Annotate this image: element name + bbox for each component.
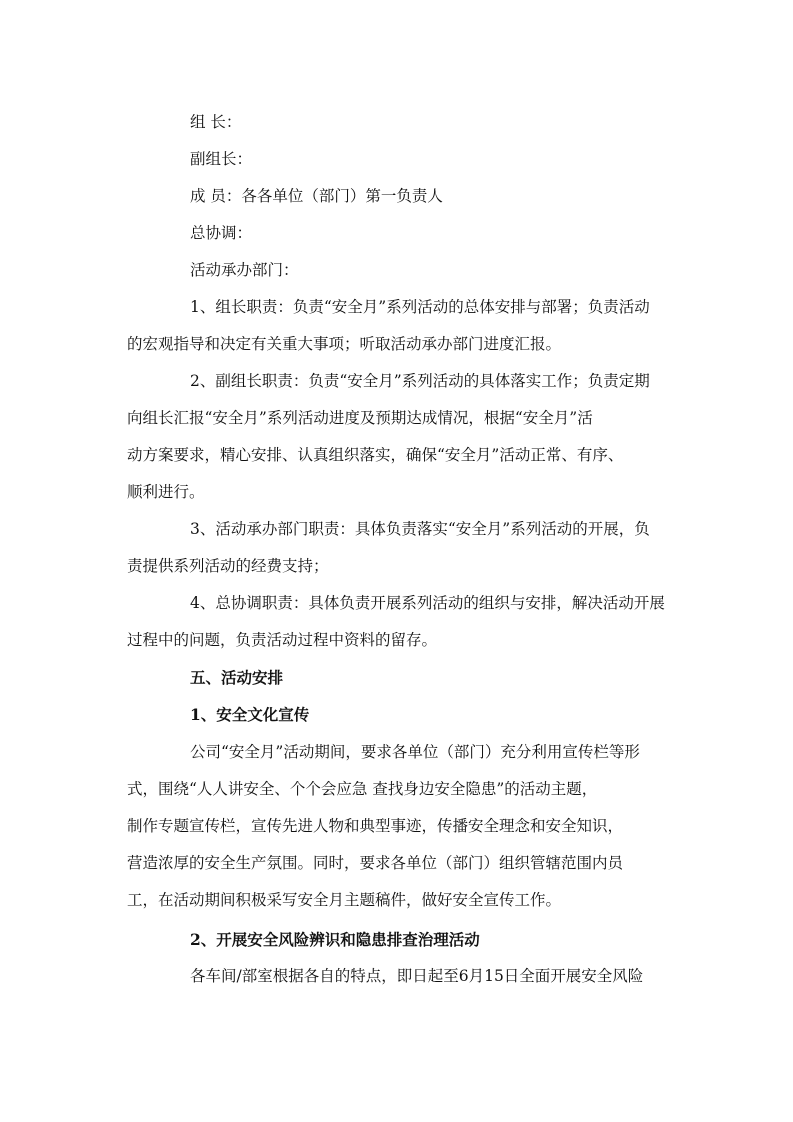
text-line: 3、活动承办部门职责：具体负责落实“安全月”系列活动的开展，负 <box>190 520 650 538</box>
text-line: 的宏观指导和决定有关重大事项；听取活动承办部门进度汇报。 <box>127 335 562 353</box>
text-line: 责提供系列活动的经费支持； <box>127 557 329 575</box>
section-heading: 五、活动安排 <box>190 668 284 687</box>
text-line: 过程中的问题，负责活动过程中资料的留存。 <box>127 631 438 649</box>
text-line: 顺利进行。 <box>127 483 205 501</box>
text-line: 式，围绕“人人讲安全、个个会应急 查找身边安全隐患”的活动主题， <box>127 780 598 798</box>
text-line: 成 员：各各单位（部门）第一负责人 <box>190 187 443 205</box>
text-line: 活动承办部门： <box>190 261 299 279</box>
text-line: 2、副组长职责：负责“安全月”系列活动的具体落实工作；负责定期 <box>190 372 650 390</box>
text-line: 工，在活动期间积极采写安全月主题稿件，做好安全宣传工作。 <box>127 891 562 909</box>
text-line: 1、组长职责：负责“安全月”系列活动的总体安排与部署；负责活动 <box>190 298 650 316</box>
text-line: 各车间/部室根据各自的特点，即日起至6月15日全面开展安全风险 <box>190 967 644 985</box>
text-line: 营造浓厚的安全生产氛围。同时，要求各单位（部门）组织管辖范围内员 <box>127 854 624 872</box>
text-line: 组 长： <box>190 113 242 131</box>
text-line: 副组长： <box>190 150 253 168</box>
subsection-heading: 1、安全文化宣传 <box>190 705 310 724</box>
subsection-heading: 2、开展安全风险辨识和隐患排查治理活动 <box>190 930 480 949</box>
text-line: 总协调： <box>190 224 253 242</box>
text-line: 4、总协调职责：具体负责开展系列活动的组织与安排，解决活动开展 <box>190 594 665 612</box>
text-line: 制作专题宣传栏，宣传先进人物和典型事迹，传播安全理念和安全知识， <box>127 817 624 835</box>
text-line: 公司“安全月”活动期间，要求各单位（部门）充分利用宣传栏等形 <box>190 743 640 761</box>
text-line: 向组长汇报“安全月”系列活动进度及预期达成情况，根据“安全月”活 <box>127 409 593 427</box>
text-line: 动方案要求，精心安排、认真组织落实，确保“安全月”活动正常、有序、 <box>127 446 624 464</box>
